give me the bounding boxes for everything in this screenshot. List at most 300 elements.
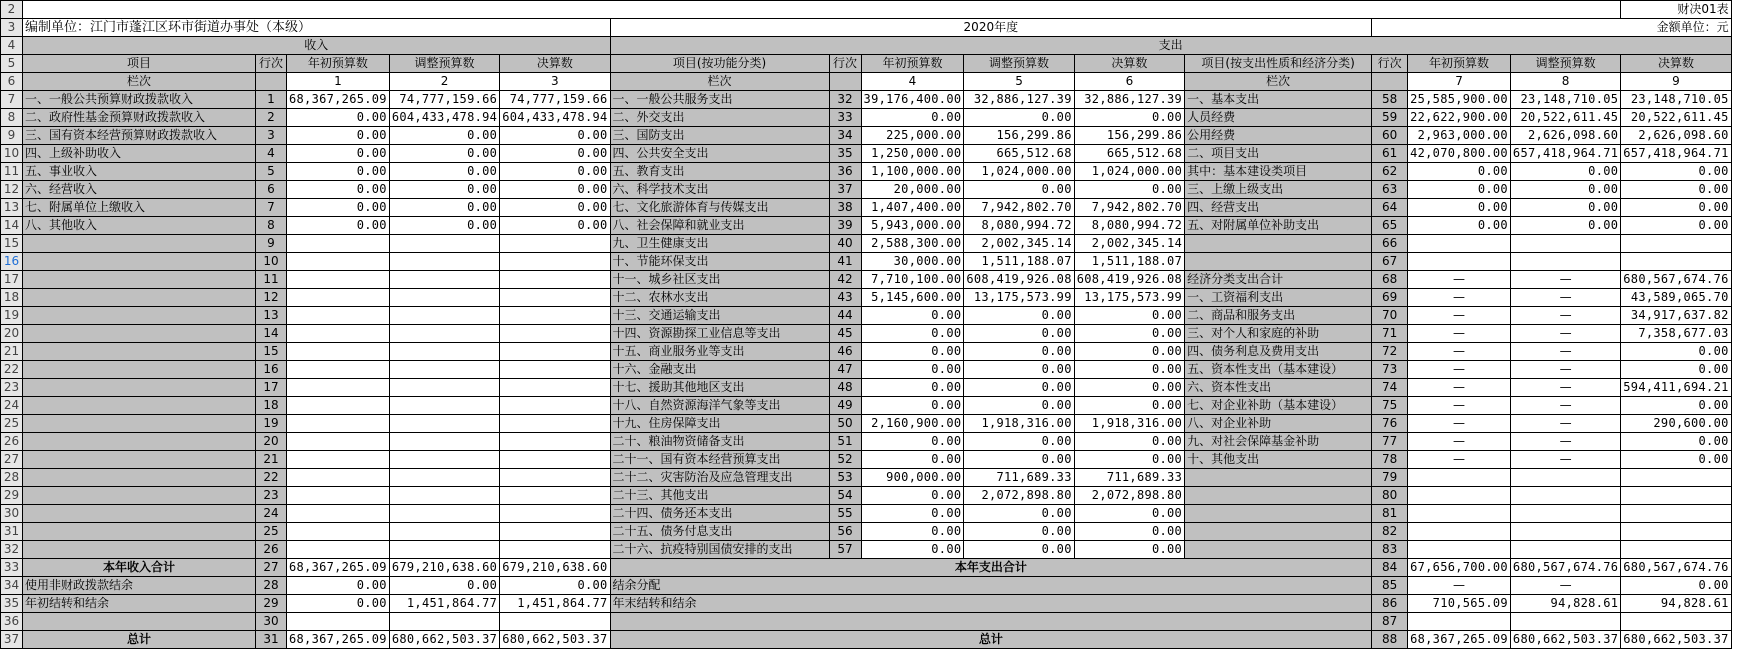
amount[interactable]: 0.00: [964, 361, 1074, 379]
amount[interactable]: 0.00: [287, 145, 390, 163]
line-no[interactable]: 64: [1372, 199, 1408, 217]
amount[interactable]: —: [1510, 397, 1620, 415]
amount[interactable]: [500, 397, 610, 415]
amount[interactable]: 0.00: [1510, 181, 1620, 199]
amount[interactable]: [389, 379, 499, 397]
amount[interactable]: 0.00: [964, 343, 1074, 361]
amount[interactable]: 25,585,900.00: [1408, 91, 1511, 109]
amount[interactable]: 0.00: [964, 307, 1074, 325]
amount[interactable]: 0.00: [861, 307, 964, 325]
amount[interactable]: [1510, 505, 1620, 523]
amount[interactable]: [287, 487, 390, 505]
amount[interactable]: [500, 289, 610, 307]
amount[interactable]: 290,600.00: [1621, 415, 1731, 433]
line-no[interactable]: 69: [1372, 289, 1408, 307]
line-no[interactable]: 61: [1372, 145, 1408, 163]
amount[interactable]: 7,942,802.70: [1074, 199, 1184, 217]
row-number[interactable]: 14: [1, 217, 23, 235]
amount[interactable]: 2,072,898.80: [964, 487, 1074, 505]
line-no[interactable]: 20: [256, 433, 287, 451]
amount[interactable]: [500, 361, 610, 379]
amount[interactable]: 0.00: [861, 109, 964, 127]
amount[interactable]: 0.00: [1621, 163, 1731, 181]
amount[interactable]: 42,070,800.00: [1408, 145, 1511, 163]
function-item[interactable]: 十五、商业服务业等支出: [610, 343, 829, 361]
income-item[interactable]: [23, 451, 256, 469]
expense-total-value[interactable]: 67,656,700.00: [1408, 559, 1511, 577]
income-item[interactable]: [23, 325, 256, 343]
begin-balance-value[interactable]: 1,451,864.77: [500, 595, 610, 613]
amount[interactable]: 20,522,611.45: [1621, 109, 1731, 127]
amount[interactable]: 1,100,000.00: [861, 163, 964, 181]
line-no[interactable]: 70: [1372, 307, 1408, 325]
expense-total-label[interactable]: 本年支出合计: [610, 559, 1372, 577]
amount[interactable]: [500, 487, 610, 505]
amount[interactable]: [1510, 523, 1620, 541]
line-no[interactable]: 42: [829, 271, 861, 289]
amount[interactable]: 7,710,100.00: [861, 271, 964, 289]
amount[interactable]: 0.00: [1408, 199, 1511, 217]
amount[interactable]: 0.00: [287, 163, 390, 181]
function-item[interactable]: 二十六、抗疫特别国债安排的支出: [610, 541, 829, 559]
income-item[interactable]: [23, 505, 256, 523]
amount[interactable]: [389, 325, 499, 343]
function-item[interactable]: 十、节能环保支出: [610, 253, 829, 271]
line-no[interactable]: 28: [256, 577, 287, 595]
column-index[interactable]: 2: [389, 73, 499, 91]
amount[interactable]: 0.00: [861, 487, 964, 505]
income-item[interactable]: [23, 307, 256, 325]
function-item[interactable]: 六、科学技术支出: [610, 181, 829, 199]
amount[interactable]: 0.00: [1408, 181, 1511, 199]
function-item[interactable]: 二十四、债务还本支出: [610, 505, 829, 523]
amount[interactable]: [500, 451, 610, 469]
row-number[interactable]: 17: [1, 271, 23, 289]
function-item[interactable]: 四、公共安全支出: [610, 145, 829, 163]
amount[interactable]: [287, 253, 390, 271]
function-item[interactable]: 十七、援助其他地区支出: [610, 379, 829, 397]
amount[interactable]: 0.00: [861, 451, 964, 469]
line-no[interactable]: 23: [256, 487, 287, 505]
amount[interactable]: —: [1510, 325, 1620, 343]
grand-total-value[interactable]: 680,662,503.37: [389, 631, 499, 649]
line-no[interactable]: 85: [1372, 577, 1408, 595]
amount[interactable]: —: [1408, 397, 1511, 415]
amount[interactable]: 0.00: [1621, 217, 1731, 235]
line-no[interactable]: 75: [1372, 397, 1408, 415]
economic-item[interactable]: 八、对企业补助: [1185, 415, 1372, 433]
amount[interactable]: [389, 541, 499, 559]
line-no[interactable]: 10: [256, 253, 287, 271]
amount[interactable]: —: [1408, 307, 1511, 325]
row-number[interactable]: 15: [1, 235, 23, 253]
amount[interactable]: 1,407,400.00: [861, 199, 964, 217]
amount[interactable]: 0.00: [1074, 505, 1184, 523]
line-no[interactable]: 27: [256, 559, 287, 577]
income-item[interactable]: [23, 289, 256, 307]
amount[interactable]: 0.00: [1510, 217, 1620, 235]
amount[interactable]: 13,175,573.99: [1074, 289, 1184, 307]
end-balance-value[interactable]: 710,565.09: [1408, 595, 1511, 613]
amount[interactable]: [389, 235, 499, 253]
amount[interactable]: 0.00: [1621, 343, 1731, 361]
amount[interactable]: 1,918,316.00: [1074, 415, 1184, 433]
amount[interactable]: 0.00: [1074, 397, 1184, 415]
allocation-value[interactable]: —: [1408, 577, 1511, 595]
amount[interactable]: 7,942,802.70: [964, 199, 1074, 217]
function-item[interactable]: 十九、住房保障支出: [610, 415, 829, 433]
amount[interactable]: 0.00: [861, 325, 964, 343]
amount[interactable]: [1510, 541, 1620, 559]
function-item[interactable]: 七、文化旅游体育与传媒支出: [610, 199, 829, 217]
amount[interactable]: 0.00: [500, 181, 610, 199]
income-item[interactable]: 六、经营收入: [23, 181, 256, 199]
amount[interactable]: 0.00: [389, 199, 499, 217]
amount[interactable]: 0.00: [389, 163, 499, 181]
amount[interactable]: [389, 289, 499, 307]
amount[interactable]: —: [1510, 415, 1620, 433]
amount[interactable]: [287, 271, 390, 289]
line-no[interactable]: 81: [1372, 505, 1408, 523]
column-index[interactable]: 6: [1074, 73, 1184, 91]
column-index[interactable]: 8: [1510, 73, 1620, 91]
column-index[interactable]: 1: [287, 73, 390, 91]
amount[interactable]: [1621, 253, 1731, 271]
amount[interactable]: [389, 361, 499, 379]
amount[interactable]: [500, 415, 610, 433]
col-header[interactable]: 项目: [23, 55, 256, 73]
amount[interactable]: [1510, 469, 1620, 487]
amount[interactable]: [1408, 253, 1511, 271]
amount[interactable]: 0.00: [861, 541, 964, 559]
amount[interactable]: [389, 469, 499, 487]
amount[interactable]: 2,626,098.60: [1510, 127, 1620, 145]
amount[interactable]: [500, 271, 610, 289]
line-no[interactable]: 49: [829, 397, 861, 415]
line-no[interactable]: 86: [1372, 595, 1408, 613]
line-no[interactable]: 68: [1372, 271, 1408, 289]
amount[interactable]: —: [1408, 433, 1511, 451]
line-no[interactable]: 62: [1372, 163, 1408, 181]
economic-item[interactable]: 四、债务利息及费用支出: [1185, 343, 1372, 361]
column-index-label[interactable]: 栏次: [23, 73, 256, 91]
amount[interactable]: 0.00: [287, 109, 390, 127]
row-number[interactable]: 12: [1, 181, 23, 199]
amount[interactable]: 20,000.00: [861, 181, 964, 199]
amount[interactable]: 0.00: [1621, 397, 1731, 415]
line-no[interactable]: 74: [1372, 379, 1408, 397]
amount[interactable]: 30,000.00: [861, 253, 964, 271]
line-no[interactable]: 82: [1372, 523, 1408, 541]
amount[interactable]: 0.00: [861, 505, 964, 523]
row-number[interactable]: 26: [1, 433, 23, 451]
line-no[interactable]: 21: [256, 451, 287, 469]
line-no[interactable]: 56: [829, 523, 861, 541]
economic-item[interactable]: 十、其他支出: [1185, 451, 1372, 469]
line-no[interactable]: 11: [256, 271, 287, 289]
line-no[interactable]: 54: [829, 487, 861, 505]
economic-item[interactable]: 九、对社会保障基金补助: [1185, 433, 1372, 451]
line-no[interactable]: 59: [1372, 109, 1408, 127]
amount[interactable]: [287, 289, 390, 307]
economic-item[interactable]: 经济分类支出合计: [1185, 271, 1372, 289]
row-number[interactable]: 22: [1, 361, 23, 379]
amount[interactable]: 0.00: [389, 217, 499, 235]
income-item[interactable]: [23, 415, 256, 433]
row-number[interactable]: 2: [1, 1, 23, 19]
amount[interactable]: 0.00: [964, 523, 1074, 541]
amount[interactable]: 8,080,994.72: [964, 217, 1074, 235]
amount[interactable]: —: [1408, 361, 1511, 379]
amount[interactable]: [500, 307, 610, 325]
line-no[interactable]: 36: [829, 163, 861, 181]
column-index[interactable]: 4: [861, 73, 964, 91]
amount[interactable]: [500, 433, 610, 451]
amount[interactable]: 5,145,600.00: [861, 289, 964, 307]
line-no[interactable]: 46: [829, 343, 861, 361]
amount[interactable]: 23,148,710.05: [1510, 91, 1620, 109]
function-item[interactable]: 二十、粮油物资储备支出: [610, 433, 829, 451]
amount[interactable]: 0.00: [1408, 217, 1511, 235]
amount[interactable]: [287, 325, 390, 343]
income-item[interactable]: [23, 343, 256, 361]
amount[interactable]: [389, 343, 499, 361]
amount[interactable]: 8,080,994.72: [1074, 217, 1184, 235]
col-header[interactable]: 调整预算数: [389, 55, 499, 73]
row-number[interactable]: 8: [1, 109, 23, 127]
line-no[interactable]: 14: [256, 325, 287, 343]
line-no[interactable]: 6: [256, 181, 287, 199]
line-no[interactable]: 41: [829, 253, 861, 271]
amount[interactable]: 0.00: [1621, 433, 1731, 451]
income-item[interactable]: [23, 541, 256, 559]
amount[interactable]: 7,358,677.03: [1621, 325, 1731, 343]
expense-total-value[interactable]: 680,567,674.76: [1621, 559, 1731, 577]
amount[interactable]: 657,418,964.71: [1510, 145, 1620, 163]
economic-item[interactable]: 三、对个人和家庭的补助: [1185, 325, 1372, 343]
line-no[interactable]: 16: [256, 361, 287, 379]
amount[interactable]: 0.00: [964, 109, 1074, 127]
line-no[interactable]: 18: [256, 397, 287, 415]
economic-item[interactable]: 公用经费: [1185, 127, 1372, 145]
line-no[interactable]: 7: [256, 199, 287, 217]
row-number[interactable]: 19: [1, 307, 23, 325]
amount[interactable]: [389, 451, 499, 469]
amount[interactable]: [287, 433, 390, 451]
line-no[interactable]: 78: [1372, 451, 1408, 469]
amount[interactable]: [1510, 235, 1620, 253]
line-no[interactable]: 52: [829, 451, 861, 469]
col-header[interactable]: 调整预算数: [1510, 55, 1620, 73]
amount[interactable]: 34,917,637.82: [1621, 307, 1731, 325]
line-no[interactable]: 71: [1372, 325, 1408, 343]
amount[interactable]: 0.00: [861, 343, 964, 361]
row-number[interactable]: 7: [1, 91, 23, 109]
amount[interactable]: 156,299.86: [1074, 127, 1184, 145]
line-no[interactable]: 87: [1372, 613, 1408, 631]
amount[interactable]: [500, 343, 610, 361]
amount[interactable]: 0.00: [389, 127, 499, 145]
line-no[interactable]: 43: [829, 289, 861, 307]
function-item[interactable]: 十二、农林水支出: [610, 289, 829, 307]
function-item[interactable]: 十一、城乡社区支出: [610, 271, 829, 289]
amount[interactable]: [500, 469, 610, 487]
line-no[interactable]: 1: [256, 91, 287, 109]
row-number[interactable]: 20: [1, 325, 23, 343]
amount[interactable]: 594,411,694.21: [1621, 379, 1731, 397]
amount[interactable]: [1621, 541, 1731, 559]
income-section-header[interactable]: 收入: [23, 37, 611, 55]
col-header[interactable]: 年初预算数: [1408, 55, 1511, 73]
amount[interactable]: [287, 307, 390, 325]
amount[interactable]: 2,626,098.60: [1621, 127, 1731, 145]
col-header[interactable]: 年初预算数: [287, 55, 390, 73]
row-number[interactable]: 11: [1, 163, 23, 181]
amount[interactable]: 43,589,065.70: [1621, 289, 1731, 307]
amount[interactable]: 0.00: [964, 379, 1074, 397]
row-number[interactable]: 28: [1, 469, 23, 487]
amount[interactable]: [287, 235, 390, 253]
grand-total-value[interactable]: 680,662,503.37: [1621, 631, 1731, 649]
line-no[interactable]: 50: [829, 415, 861, 433]
end-balance-value[interactable]: 94,828.61: [1510, 595, 1620, 613]
amount[interactable]: 0.00: [861, 361, 964, 379]
amount[interactable]: [500, 379, 610, 397]
row-number[interactable]: 4: [1, 37, 23, 55]
line-no[interactable]: 2: [256, 109, 287, 127]
line-no[interactable]: 66: [1372, 235, 1408, 253]
row-number[interactable]: 29: [1, 487, 23, 505]
income-total-value[interactable]: 679,210,638.60: [500, 559, 610, 577]
economic-item[interactable]: [1185, 523, 1372, 541]
amount[interactable]: 2,963,000.00: [1408, 127, 1511, 145]
col-header[interactable]: 行次: [829, 55, 861, 73]
amount[interactable]: [389, 271, 499, 289]
column-index[interactable]: 5: [964, 73, 1074, 91]
amount[interactable]: 0.00: [287, 199, 390, 217]
amount[interactable]: [287, 469, 390, 487]
amount[interactable]: 0.00: [861, 523, 964, 541]
amount[interactable]: 0.00: [964, 433, 1074, 451]
amount[interactable]: [1408, 469, 1511, 487]
line-no[interactable]: 3: [256, 127, 287, 145]
amount[interactable]: 0.00: [1074, 433, 1184, 451]
economic-item[interactable]: [1185, 235, 1372, 253]
amount[interactable]: 711,689.33: [1074, 469, 1184, 487]
amount[interactable]: —: [1510, 451, 1620, 469]
line-no[interactable]: 40: [829, 235, 861, 253]
expense-section-header[interactable]: 支出: [610, 37, 1731, 55]
amount[interactable]: [389, 253, 499, 271]
income-item[interactable]: 一、一般公共预算财政拨款收入: [23, 91, 256, 109]
amount[interactable]: —: [1510, 271, 1620, 289]
amount[interactable]: —: [1408, 289, 1511, 307]
function-item[interactable]: 二十一、国有资本经营预算支出: [610, 451, 829, 469]
amount[interactable]: 156,299.86: [964, 127, 1074, 145]
amount[interactable]: 900,000.00: [861, 469, 964, 487]
economic-item[interactable]: [1185, 505, 1372, 523]
amount[interactable]: 0.00: [1621, 181, 1731, 199]
amount[interactable]: —: [1510, 361, 1620, 379]
amount[interactable]: [287, 379, 390, 397]
amount[interactable]: [287, 361, 390, 379]
income-item[interactable]: 二、政府性基金预算财政拨款收入: [23, 109, 256, 127]
line-no[interactable]: 34: [829, 127, 861, 145]
function-item[interactable]: 一、一般公共服务支出: [610, 91, 829, 109]
amount[interactable]: [500, 523, 610, 541]
line-no[interactable]: 45: [829, 325, 861, 343]
economic-item[interactable]: 六、资本性支出: [1185, 379, 1372, 397]
amount[interactable]: [389, 523, 499, 541]
income-item[interactable]: [23, 433, 256, 451]
col-header[interactable]: 行次: [256, 55, 287, 73]
amount[interactable]: [1621, 235, 1731, 253]
amount[interactable]: 0.00: [1621, 451, 1731, 469]
amount[interactable]: [500, 235, 610, 253]
line-no[interactable]: 73: [1372, 361, 1408, 379]
amount[interactable]: [1510, 253, 1620, 271]
amount[interactable]: 32,886,127.39: [964, 91, 1074, 109]
row-number[interactable]: 13: [1, 199, 23, 217]
grand-total-value[interactable]: 680,662,503.37: [1510, 631, 1620, 649]
row-number[interactable]: 25: [1, 415, 23, 433]
amount[interactable]: [500, 541, 610, 559]
line-no[interactable]: 15: [256, 343, 287, 361]
economic-item[interactable]: 四、经营支出: [1185, 199, 1372, 217]
amount[interactable]: 0.00: [964, 505, 1074, 523]
function-item[interactable]: 二十二、灾害防治及应急管理支出: [610, 469, 829, 487]
amount[interactable]: 0.00: [964, 325, 1074, 343]
line-no[interactable]: 57: [829, 541, 861, 559]
line-no[interactable]: 88: [1372, 631, 1408, 649]
amount[interactable]: 0.00: [861, 433, 964, 451]
amount[interactable]: 711,689.33: [964, 469, 1074, 487]
line-no[interactable]: 8: [256, 217, 287, 235]
line-no[interactable]: 5: [256, 163, 287, 181]
amount[interactable]: 2,588,300.00: [861, 235, 964, 253]
amount[interactable]: [287, 451, 390, 469]
amount[interactable]: 0.00: [1074, 181, 1184, 199]
economic-item[interactable]: 二、商品和服务支出: [1185, 307, 1372, 325]
line-no[interactable]: 24: [256, 505, 287, 523]
amount[interactable]: —: [1408, 451, 1511, 469]
amount[interactable]: 0.00: [389, 145, 499, 163]
col-header[interactable]: 项目(按功能分类): [610, 55, 829, 73]
amount[interactable]: [1408, 505, 1511, 523]
line-no[interactable]: 65: [1372, 217, 1408, 235]
amount[interactable]: 0.00: [1074, 523, 1184, 541]
economic-item[interactable]: 一、工资福利支出: [1185, 289, 1372, 307]
amount[interactable]: —: [1408, 415, 1511, 433]
amount[interactable]: 68,367,265.09: [287, 91, 390, 109]
function-item[interactable]: 十四、资源勘探工业信息等支出: [610, 325, 829, 343]
row-number[interactable]: 6: [1, 73, 23, 91]
row-number[interactable]: 3: [1, 19, 23, 37]
grand-total-label-right[interactable]: 总计: [610, 631, 1372, 649]
amount[interactable]: [1408, 541, 1511, 559]
line-no[interactable]: 37: [829, 181, 861, 199]
nonfiscal-label[interactable]: 使用非财政拨款结余: [23, 577, 256, 595]
economic-item[interactable]: [1185, 469, 1372, 487]
amount[interactable]: 2,072,898.80: [1074, 487, 1184, 505]
nonfiscal-value[interactable]: 0.00: [287, 577, 390, 595]
line-no[interactable]: 76: [1372, 415, 1408, 433]
amount[interactable]: [1621, 487, 1731, 505]
row-number[interactable]: 10: [1, 145, 23, 163]
line-no[interactable]: 19: [256, 415, 287, 433]
amount[interactable]: 2,160,900.00: [861, 415, 964, 433]
amount[interactable]: [1621, 523, 1731, 541]
